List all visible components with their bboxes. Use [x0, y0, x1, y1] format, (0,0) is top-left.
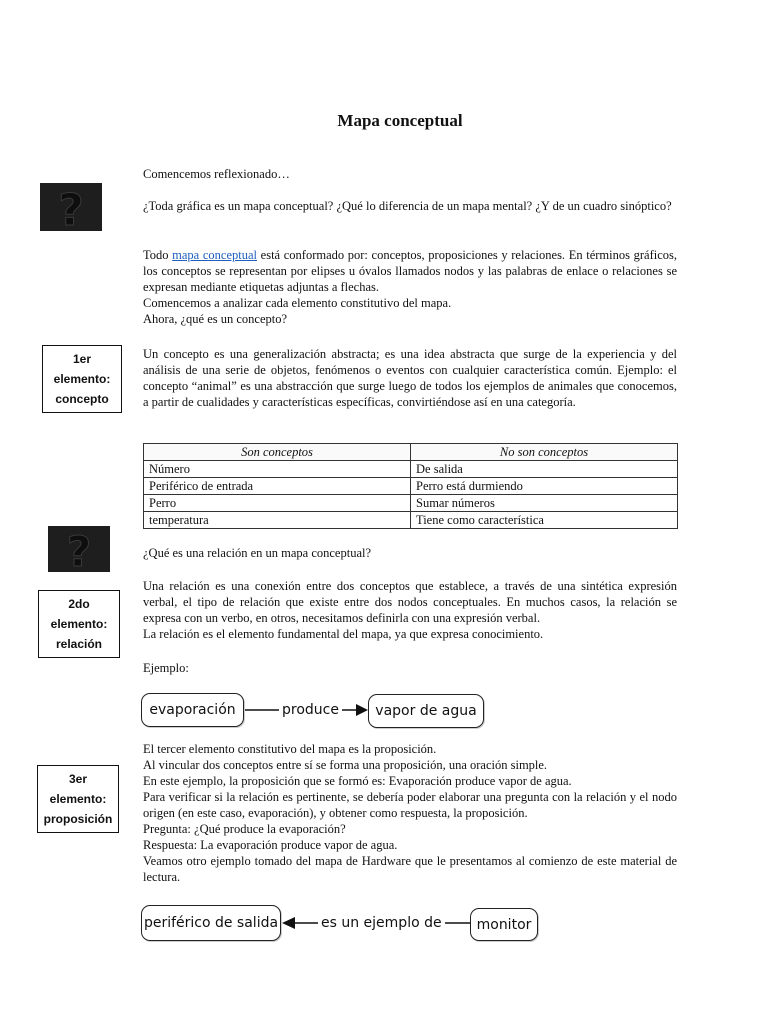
definition-text-end: está conformado por: conceptos, proposiciones y relaciones. En términos gráficos, los conceptos se representan por elipses u óvalos llamados nodos y las palabras de enlace o relaciones se expresan mediante etiquetas adjuntas a flechas.	[143, 248, 677, 294]
concept-node-vapor-de-agua	[368, 694, 484, 728]
table-header-son: Son conceptos	[144, 444, 411, 461]
table-cell: Sumar números	[411, 495, 678, 512]
relation-label-produce: produce	[279, 701, 342, 719]
concept-question: Ahora, ¿qué es un concepto?	[143, 312, 288, 326]
proposition-line: El tercer elemento constitutivo del mapa es la proposición.	[143, 742, 437, 756]
concept-node-monitor	[470, 908, 538, 941]
intro-questions: ¿Toda gráfica es un mapa conceptual? ¿Qué lo diferencia de un mapa mental? ¿Y de un cuadro sinóptico?	[143, 199, 672, 213]
element-3-name: proposición	[43, 812, 113, 826]
table-cell: Perro	[144, 495, 411, 512]
example-label: Ejemplo:	[143, 661, 189, 675]
table-cell: De salida	[411, 461, 678, 478]
concept-definition: Un concepto es una generalización abstracta; es una idea abstracta que surge de la experiencia y del análisis de una serie de objetos, fenómenos o eventos con cualquier característica común. Ejemplo: el concepto “animal” es una abstracción que surge luego de todos los ejemplos de animales que conocemos, a partir de cualidades y características específicas, convirtiéndose así en una categoría.	[143, 347, 677, 409]
table-cell: temperatura	[144, 512, 411, 529]
table-cell: Periférico de entrada	[144, 478, 411, 495]
proposition-paragraph	[143, 741, 677, 885]
table-cell: Perro está durmiendo	[411, 478, 678, 495]
mapa-conceptual-link[interactable]: mapa conceptual	[172, 248, 258, 262]
element-1-number: 1er	[72, 352, 92, 366]
table-cell: Número	[144, 461, 411, 478]
concept-node-label: evaporación	[149, 702, 236, 718]
definition-text-start: Todo	[143, 248, 173, 262]
svg-text:?: ?	[66, 527, 92, 572]
relation-importance: La relación es el elemento fundamental del mapa, ya que expresa conocimiento.	[143, 627, 544, 641]
relation-question: ¿Qué es una relación en un mapa conceptual?	[143, 546, 372, 560]
table-header-no-son: No son conceptos	[411, 444, 678, 461]
relation-label-es-un-ejemplo-de: es un ejemplo de	[318, 914, 445, 932]
concept-node-label: periférico de salida	[143, 915, 279, 931]
element-3-label: elemento:	[49, 792, 107, 806]
concept-node-label: monitor	[476, 916, 532, 933]
concept-node-evaporacion	[141, 693, 244, 727]
table-cell: Tiene como característica	[411, 512, 678, 529]
element-2-name: relación	[55, 637, 103, 651]
proposition-line: Respuesta: La evaporación produce vapor de agua.	[143, 838, 398, 852]
concept-node-label: vapor de agua	[375, 703, 477, 719]
element-2-number: 2do	[68, 597, 90, 611]
element-1-name: concepto	[55, 392, 109, 406]
relation-definition: Una relación es una conexión entre dos conceptos que establece, a través de una sintética expresión verbal, el tipo de relación que existe entre dos nodos conceptuales. En muchos casos, la relación se expresa con un verbo, en otros, necesitamos definirla con una expresión verbal.	[143, 579, 677, 625]
element-3-box	[37, 765, 119, 833]
element-3-number: 3er	[68, 772, 88, 786]
proposition-line: Pregunta: ¿Qué produce la evaporación?	[143, 822, 346, 836]
element-1-label: elemento:	[53, 372, 111, 386]
intro-text: Comencemos reflexionado…	[143, 167, 290, 181]
svg-text:?: ?	[58, 185, 84, 231]
proposition-line: Al vincular dos conceptos entre sí se forma una proposición, una oración simple.	[143, 758, 548, 772]
proposition-line: Veamos otro ejemplo tomado del mapa de Hardware que le presentamos al comienzo de este material de lectura.	[143, 854, 677, 884]
element-2-label: elemento:	[50, 617, 108, 631]
concept-node-periferico-de-salida	[141, 905, 281, 941]
analysis-intro: Comencemos a analizar cada elemento constitutivo del mapa.	[143, 296, 452, 310]
proposition-line: Para verificar si la relación es pertinente, se debería poder elaborar una pregunta con la relación y el nodo origen (en este caso, evaporación), y obtener como respuesta, la proposición.	[143, 790, 677, 820]
page-title: Mapa conceptual	[337, 111, 463, 130]
proposition-line: En este ejemplo, la proposición que se formó es: Evaporación produce vapor de agua.	[143, 774, 572, 788]
